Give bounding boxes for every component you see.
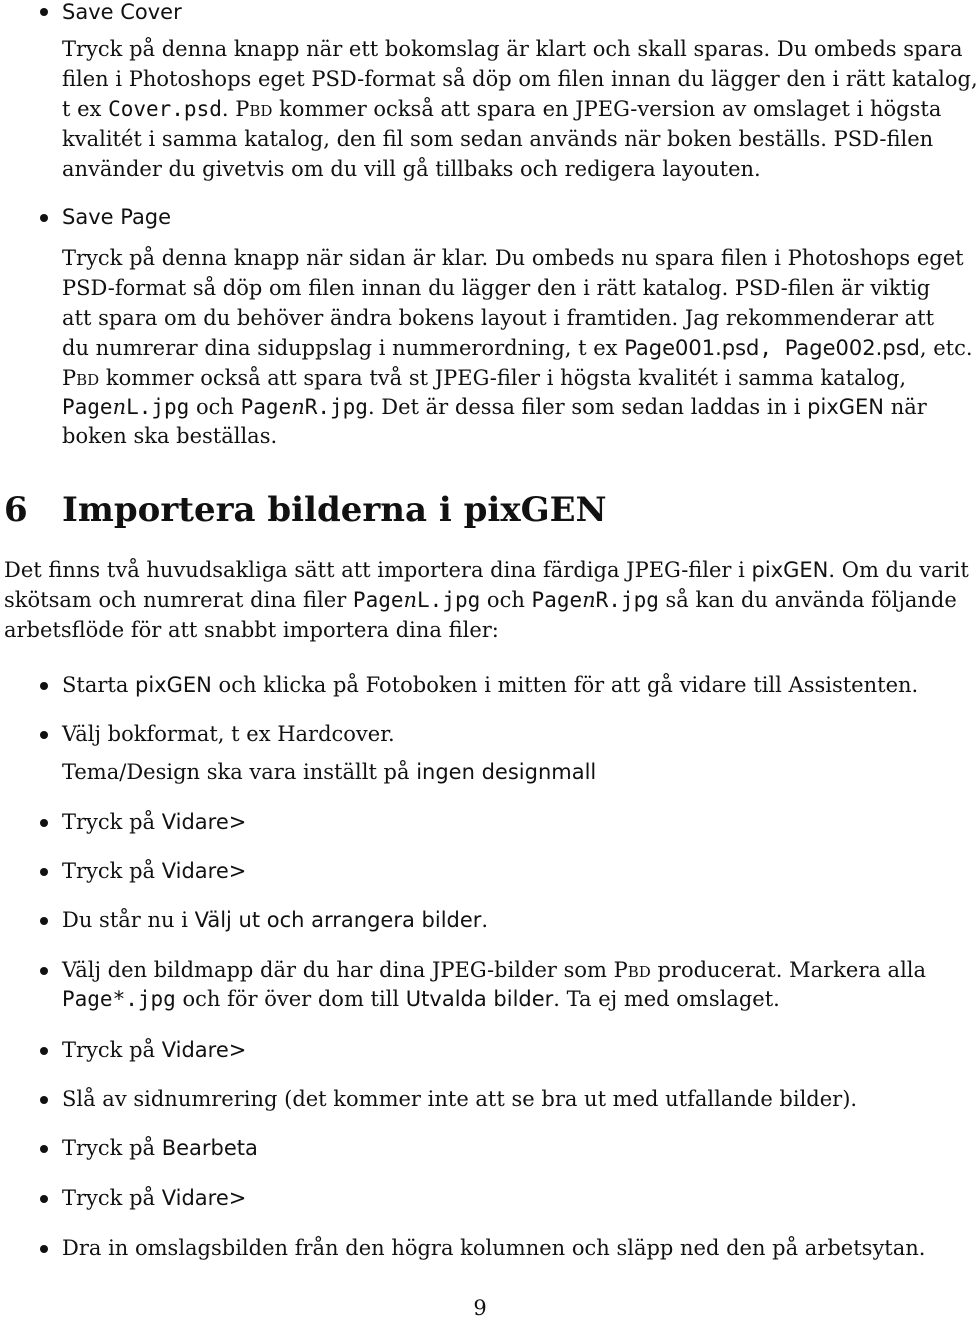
step-11: Dra in omslagsbilden från den högra kolumnen och släpp ned den på arbetsytan. xyxy=(62,1236,926,1260)
bullet-icon xyxy=(40,868,48,876)
section-para-line-2: skötsam och numrerat dina filer PagenL.jpg och PagenR.jpg så kan du använda följande xyxy=(4,588,957,612)
step-2-detail: Tema/Design ska vara inställt på ingen designmall xyxy=(62,760,597,784)
filename-code: Page001.psd xyxy=(624,336,760,360)
save-page-line-7: boken ska beställas. xyxy=(62,424,278,448)
view-name: Välj ut och arrangera bilder xyxy=(194,908,482,932)
bearbeta-button-label: Bearbeta xyxy=(161,1136,258,1160)
save-cover-title: Save Cover xyxy=(62,0,182,24)
bullet-icon xyxy=(40,731,48,739)
step-8: Slå av sidnumrering (det kommer inte att se bra ut med utfallande bilder). xyxy=(62,1087,858,1111)
bullet-icon xyxy=(40,214,48,222)
save-page-line-1: Tryck på denna knapp när sidan är klar. Du ombeds nu spara filen i Photoshops eget xyxy=(62,246,964,270)
section-para-line-3: arbetsflöde för att snabbt importera dina filer: xyxy=(4,618,499,642)
save-page-title: Save Page xyxy=(62,205,172,229)
section-number: 6 xyxy=(4,490,28,530)
bullet-icon xyxy=(40,819,48,827)
step-4: Tryck på Vidare> xyxy=(62,859,247,883)
vidare-button-label: Vidare> xyxy=(161,1186,247,1210)
pbd-name: Pbd xyxy=(235,97,273,121)
bullet-icon xyxy=(40,967,48,975)
step-1: Starta pixGEN och klicka på Fotoboken i mitten för att gå vidare till Assistenten. xyxy=(62,673,919,697)
save-cover-line-2: filen i Photoshops eget PSD-format så döp om filen innan du lägger den i rätt katalog, xyxy=(62,67,978,91)
vidare-button-label: Vidare> xyxy=(161,1038,247,1062)
pixgen-name: pixGEN xyxy=(135,673,212,697)
step-7: Tryck på Vidare> xyxy=(62,1038,247,1062)
bullet-icon xyxy=(40,682,48,690)
bullet-icon xyxy=(40,8,48,16)
save-page-line-4: du numrerar dina siduppslag i nummerordning, t ex Page001.psd, Page002.psd, etc. xyxy=(62,336,973,360)
bullet-icon xyxy=(40,1245,48,1253)
target-name: Utvalda bilder xyxy=(405,987,554,1011)
bullet-icon xyxy=(40,1195,48,1203)
save-page-line-2: PSD-format så döp om filen innan du lägger den i rätt katalog. PSD-filen är viktig xyxy=(62,276,931,300)
step-6-detail: Page*.jpg och för över dom till Utvalda bilder. Ta ej med omslaget. xyxy=(62,987,780,1011)
pixgen-name: pixGEN xyxy=(751,558,829,582)
save-cover-line-1: Tryck på denna knapp när ett bokomslag är klart och skall sparas. Du ombeds spara xyxy=(62,37,963,61)
pixgen-name: pixGEN xyxy=(807,395,885,419)
section-para-line-1: Det finns två huvudsakliga sätt att importera dina färdiga JPEG-filer i pixGEN. Om du varit xyxy=(4,558,969,582)
filename-code: Page*.jpg xyxy=(62,987,176,1011)
bullet-icon xyxy=(40,917,48,925)
bullet-icon xyxy=(40,1047,48,1055)
save-page-line-3: att spara om du behöver ändra bokens layout i framtiden. Jag rekommenderar att xyxy=(62,306,935,330)
save-page-line-5: Pbd kommer också att spara två st JPEG-filer i högsta kvalitét i samma katalog, xyxy=(62,366,907,390)
step-6: Välj den bildmapp där du har dina JPEG-bilder som Pbd producerat. Markera alla xyxy=(62,958,927,982)
bullet-icon xyxy=(40,1145,48,1153)
section-title: Importera bilderna i pixGEN xyxy=(62,490,607,530)
pbd-name: Pbd xyxy=(62,366,100,390)
vidare-button-label: Vidare> xyxy=(161,810,247,834)
step-9: Tryck på Bearbeta xyxy=(62,1136,258,1160)
step-2: Välj bokformat, t ex Hardcover. xyxy=(62,722,395,746)
filename-code: Cover.psd xyxy=(108,97,222,121)
step-10: Tryck på Vidare> xyxy=(62,1186,247,1210)
save-cover-line-4: kvalitét i samma katalog, den fil som sedan används när boken beställs. PSD-filen xyxy=(62,127,934,151)
vidare-button-label: Vidare> xyxy=(161,859,247,883)
filename-code: Page002.psd xyxy=(784,336,920,360)
save-page-line-6: PagenL.jpg och PagenR.jpg. Det är dessa filer som sedan laddas in i pixGEN när xyxy=(62,395,927,419)
step-3: Tryck på Vidare> xyxy=(62,810,247,834)
bullet-icon xyxy=(40,1096,48,1104)
step-5: Du står nu i Välj ut och arrangera bilder. xyxy=(62,908,489,932)
design-option: ingen designmall xyxy=(416,760,597,784)
save-cover-line-3: t ex Cover.psd. Pbd kommer också att spara en JPEG-version av omslaget i högsta xyxy=(62,97,942,121)
page-number: 9 xyxy=(473,1296,487,1320)
save-cover-line-5: använder du givetvis om du vill gå tillbaks och redigera layouten. xyxy=(62,157,761,181)
pbd-name: Pbd xyxy=(613,958,651,982)
